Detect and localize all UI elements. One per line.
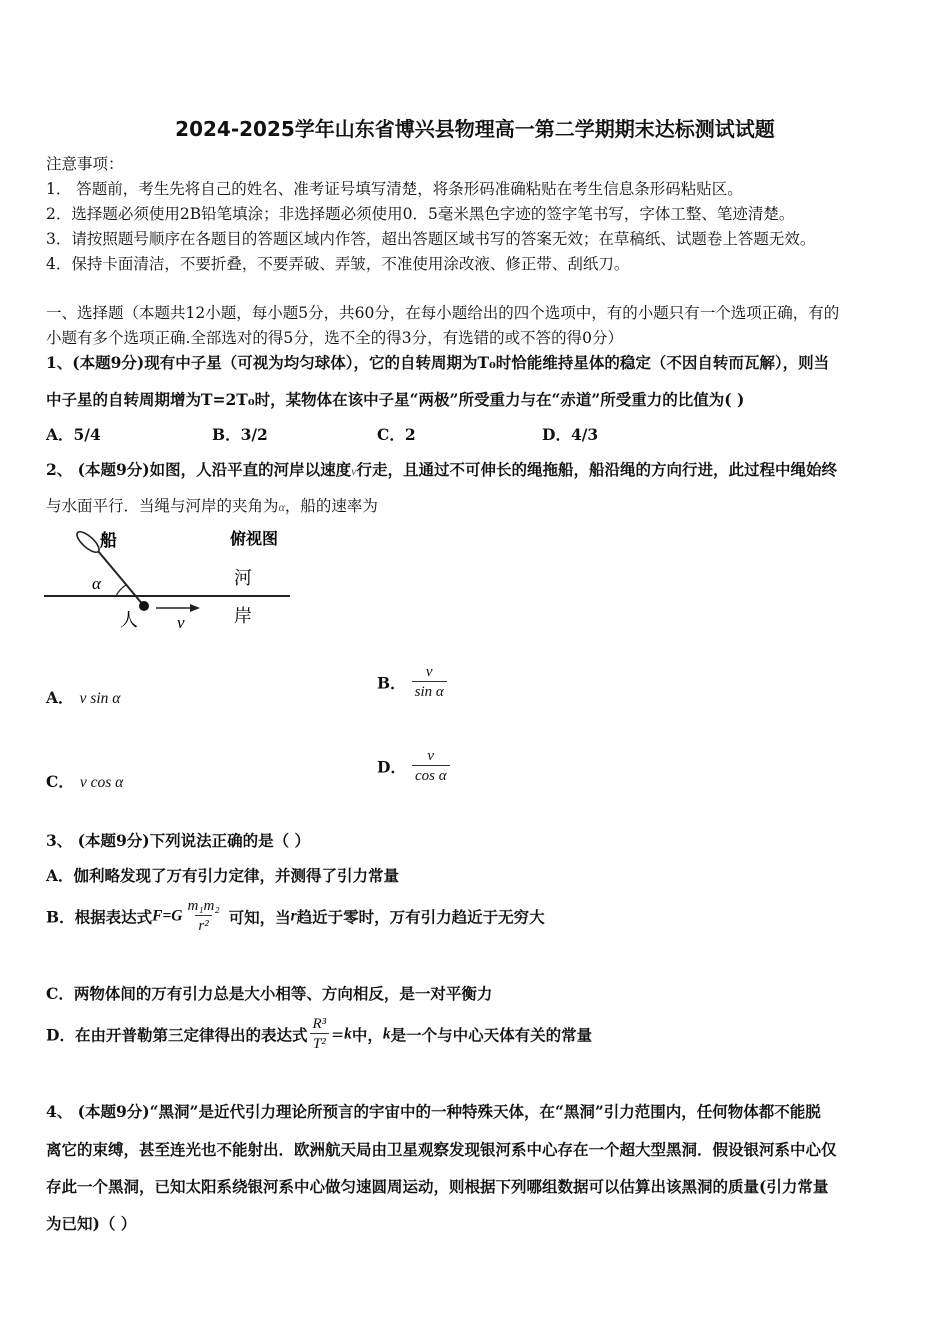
view-label: 俯视图 <box>230 529 279 548</box>
q1-option-c: C．2 <box>377 425 416 444</box>
section-instructions-line-2: 小题有多个选项正确.全部选对的得5分，选不全的得3分，有选错的或不答的得0分） <box>46 329 624 347</box>
velocity-arrow-head <box>190 604 200 612</box>
q1-option-b: B．3/2 <box>212 425 268 444</box>
notice-item-1: 1． 答题前，考生先将自己的姓名、准考证号填写清楚，将条形码准确粘贴在考生信息条形码粘贴区。 <box>46 180 743 198</box>
velocity-label: v <box>177 613 185 632</box>
q2-stem-line-2: 与水面平行．当绳与河岸的夹角为α，船的速率为 <box>46 497 378 515</box>
person-label: 人 <box>120 610 138 631</box>
rope-line <box>98 551 144 606</box>
person-dot <box>139 601 149 611</box>
q4-stem-line-3: 存此一个黑洞，已知太阳系绕银河系中心做匀速圆周运动，则根据下列哪组数据可以估算出该黑洞的质量(引力常量 <box>46 1177 829 1196</box>
angle-arc <box>116 585 126 596</box>
q1-option-a: A．5/4 <box>46 425 101 444</box>
alpha-label: α <box>92 574 101 593</box>
q2-option-d: D． $\frac{v}{\text{cos α}}$ <box>377 748 450 785</box>
q2-stem-line-1: 2、 (本题9分)如图，人沿平直的河岸以速度v行走，且通过不可伸长的绳拖船，船沿绳的方向行进，此过程中绳始终 <box>46 460 837 479</box>
q3-option-c: C．两物体间的万有引力总是大小相等、方向相反，是一对平衡力 <box>46 984 493 1003</box>
notice-item-4: 4．保持卡面清洁，不要折叠，不要弄破、弄皱，不准使用涂改液、修正带、刮纸刀。 <box>46 255 630 273</box>
river-label: 河 <box>234 568 252 589</box>
q3-option-b: B．根据表达式F=G $\frac{\text{m₁m₂}}{\text{r²}}$ 可知，当r趋近于零时，万有引力趋近于无穷大 <box>46 898 545 934</box>
notice-heading: 注意事项： <box>46 155 124 173</box>
page-title: 2024-2025学年山东省博兴县物理高一第二学期期末达标测试试题 <box>175 117 775 141</box>
q4-stem-line-1: 4、 (本题9分)“黑洞”是近代引力理论所预言的宇宙中的一种特殊天体，在“黑洞”引力范围内，任何物体都不能脱 <box>46 1102 821 1121</box>
q1-stem-line-1: 1、(本题9分)现有中子星（可视为均匀球体），它的自转周期为T₀时恰能维持星体的稳定（不因自转而瓦解），则当 <box>46 353 830 372</box>
bank-label: 岸 <box>234 606 252 627</box>
q4-stem-line-4: 为已知)（ ） <box>46 1214 137 1233</box>
boat-label: 船 <box>100 531 117 551</box>
q2-option-c: C． v cos α <box>46 772 124 791</box>
q1-stem-line-2: 中子星的自转周期增为T=2T₀时，某物体在该中子星“两极”所受重力与在“赤道”所受重力的比值为( ) <box>46 390 745 409</box>
q2-figure-river-diagram <box>44 522 296 634</box>
q3-option-a: A．伽利略发现了万有引力定律，并测得了引力常量 <box>46 866 400 885</box>
q1-option-d: D．4/3 <box>542 425 599 444</box>
q2-option-a: A． v sin α <box>46 688 121 707</box>
notice-item-2: 2．选择题必须使用2B铅笔填涂；非选择题必须使用0．5毫米黑色字迹的签字笔书写，字体工整、笔迹清楚。 <box>46 205 795 223</box>
section-instructions-line-1: 一、选择题（本题共12小题，每小题5分，共60分，在每小题给出的四个选项中，有的小题只有一个选项正确，有的 <box>46 304 840 322</box>
notice-item-3: 3．请按照题号顺序在各题目的答题区域内作答，超出答题区域书写的答案无效；在草稿纸、试题卷上答题无效。 <box>46 230 816 248</box>
q2-option-b: B． $\frac{v}{\text{sin α}}$ <box>377 664 447 701</box>
q3-stem: 3、 (本题9分)下列说法正确的是（ ） <box>46 831 311 850</box>
q4-stem-line-2: 离它的束缚，甚至连光也不能射出．欧洲航天局由卫星观察发现银河系中心存在一个超大型黑洞．假设银河系中心仅 <box>46 1140 837 1159</box>
q3-option-d: D．在由开普勒第三定律得出的表达式 $\frac{\text{R³}}{\text{T²}}$ =k中，k是一个与中心天体有关的常量 <box>46 1016 593 1052</box>
